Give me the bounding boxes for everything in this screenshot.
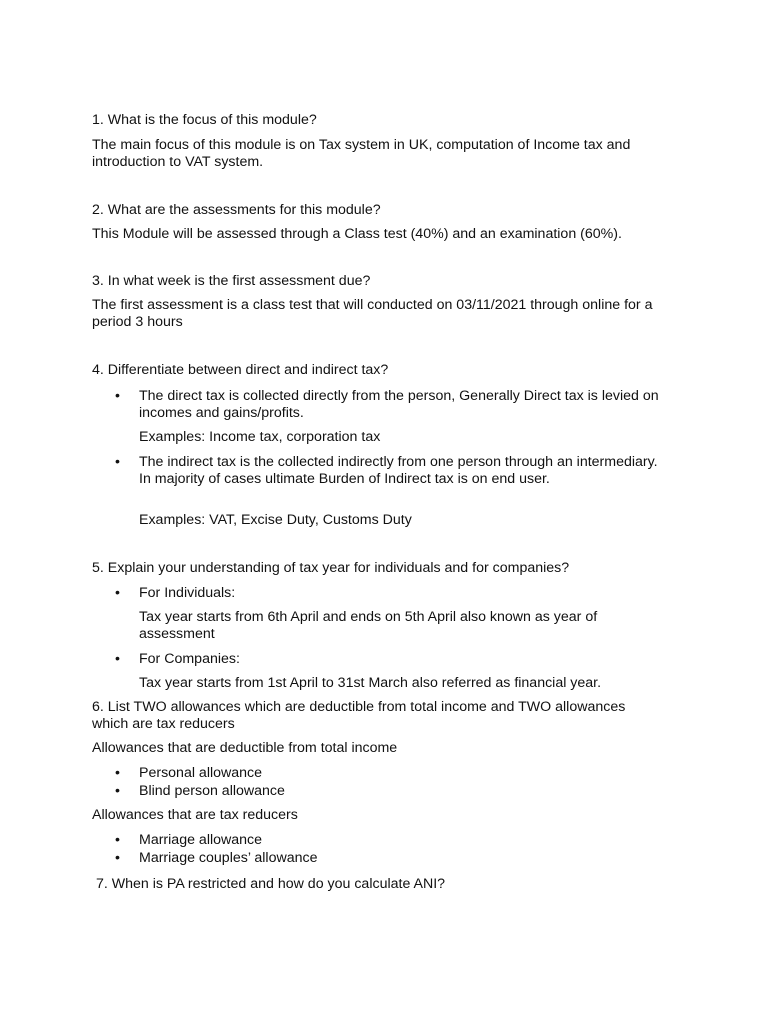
bullet-icon: • [115,850,120,866]
q6-group-2-heading: Allowances that are tax reducers [92,807,298,823]
question-5: 5. Explain your understanding of tax year for individuals and for companies? [92,560,570,576]
q6-group-1-item-2: Blind person allowance [139,783,285,799]
q4-item-1-example: Examples: Income tax, corporation tax [139,429,381,445]
q6-group-1-heading: Allowances that are deductible from total income [92,740,398,756]
q4-item-2-example: Examples: VAT, Excise Duty, Customs Duty [139,512,412,528]
question-3: 3. In what week is the first assessment due? [92,273,371,289]
bullet-icon: • [115,388,120,404]
question-2: 2. What are the assessments for this module? [92,202,381,218]
answer-2: This Module will be assessed through a Class test (40%) and an examination (60%). [92,226,622,242]
q5-item-2-detail: Tax year starts from 1st April to 31st March also referred as financial year. [139,675,602,691]
bullet-icon: • [115,651,120,667]
q4-item-1-text: The direct tax is collected directly from the person, Generally Direct tax is levied on incomes and gains/profits. [139,388,659,421]
question-4: 4. Differentiate between direct and indirect tax? [92,362,389,378]
q6-group-1-item-1: Personal allowance [139,765,263,781]
q5-item-1-detail: Tax year starts from 6th April and ends on 5th April also known as year of assessment [139,609,598,642]
question-6: 6. List TWO allowances which are deductible from total income and TWO allowances which are tax reducers [92,699,626,732]
question-7: 7. When is PA restricted and how do you calculate ANI? [92,876,446,892]
question-1: 1. What is the focus of this module? [92,112,317,128]
q6-group-2-item-2: Marriage couples’ allowance [139,850,318,866]
bullet-icon: • [115,454,120,470]
q5-item-1-label: For Individuals: [139,585,236,601]
answer-3: The first assessment is a class test that will conducted on 03/11/2021 through online for a period 3 hours [92,297,653,330]
q4-item-2-text: The indirect tax is the collected indirectly from one person through an intermediary. In majority of cases ultimate Burden of Indirect tax is on end user. [139,454,658,487]
bullet-icon: • [115,585,120,601]
bullet-icon: • [115,832,120,848]
answer-1: The main focus of this module is on Tax system in UK, computation of Income tax and introduction to VAT system. [92,137,631,170]
q6-group-2-item-1: Marriage allowance [139,832,263,848]
q5-item-2-label: For Companies: [139,651,240,667]
bullet-icon: • [115,783,120,799]
bullet-icon: • [115,765,120,781]
